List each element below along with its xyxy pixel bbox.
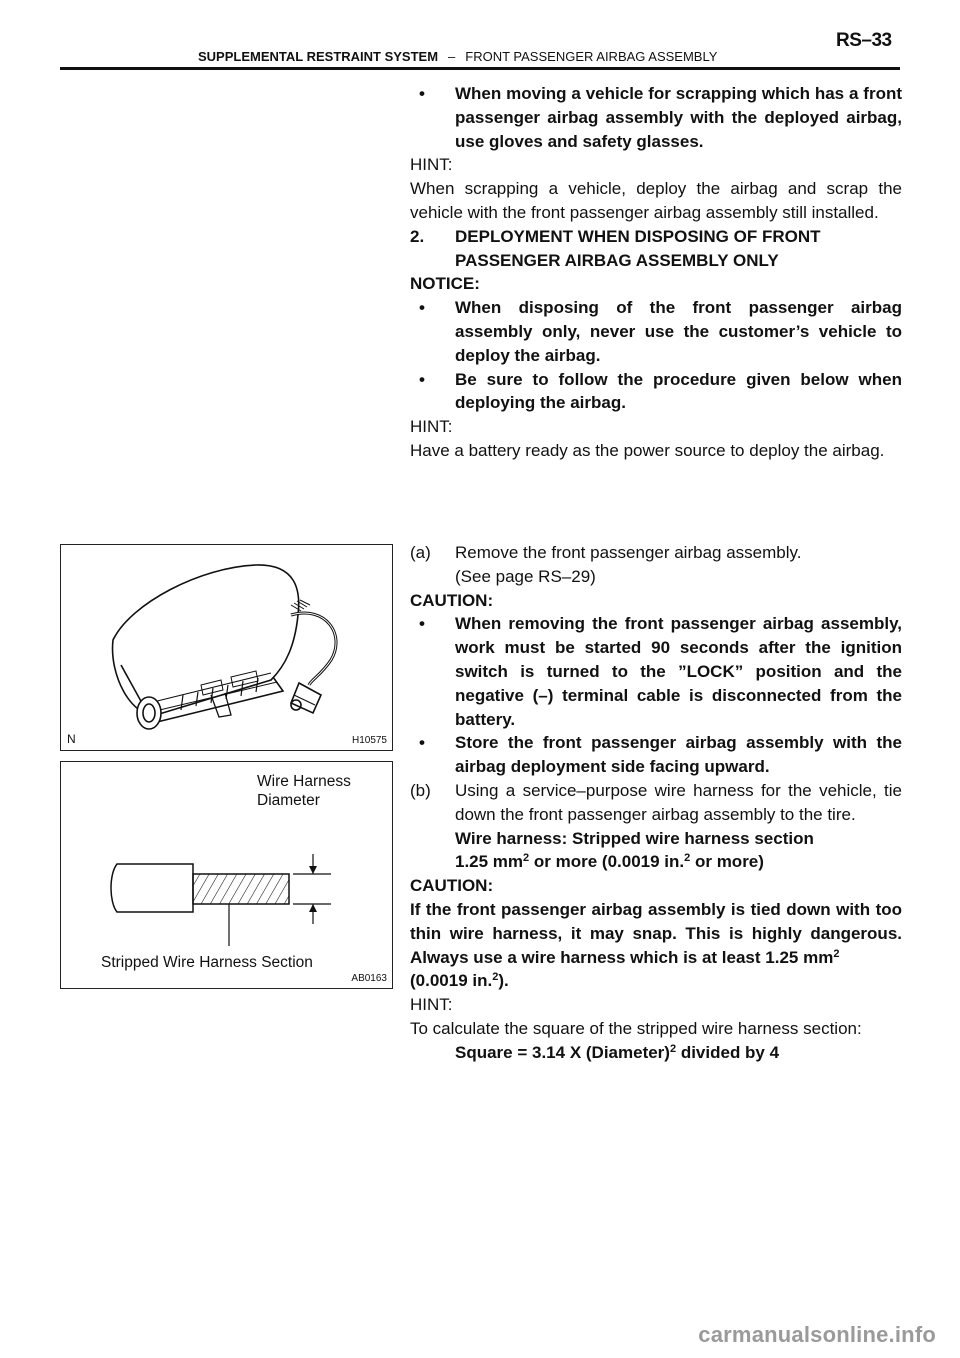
step-a-text: Remove the front passenger airbag assembly. — [455, 543, 802, 562]
step-b-text: Using a service–purpose wire harness for the vehicle, tie down the front passenger airbag assembly to the tire. — [455, 780, 902, 824]
step-b — [410, 779, 902, 827]
caution-bullet-1: • When removing the front passenger airbag assembly, work must be started 90 seconds after the ignition switch is turned to the ”LOCK” position and the negative (–) terminal cable is disconnected from the battery. — [410, 612, 902, 731]
hint-text-2: Have a battery ready as the power source to deploy the airbag. — [410, 440, 885, 460]
page-number: RS–33 — [836, 30, 892, 51]
step-b-label: (b) — [410, 780, 431, 800]
step-a — [410, 541, 902, 565]
figure-code: AB0163 — [351, 973, 387, 984]
hint-label-2: HINT: — [410, 417, 453, 437]
hint-text: When scrapping a vehicle, deploy the airbag and scrap the vehicle with the front passenger airbag assembly still installed. — [410, 179, 902, 222]
step-2-text: DEPLOYMENT WHEN DISPOSING OF FRONT PASSENGER AIRBAG ASSEMBLY ONLY — [455, 226, 821, 270]
area-formula: Square = 3.14 X (Diameter)$^2$ divided by 4 — [455, 1042, 780, 1062]
step-2-number: 2. — [410, 226, 425, 246]
step-a-reference: (See page RS–29) — [455, 566, 596, 586]
notice-bullet-1: • When disposing of the front passenger airbag assembly only, never use the customer’s vehicle to deploy the airbag. — [410, 296, 902, 367]
running-header — [198, 49, 717, 64]
hint-text-3: To calculate the square of the stripped wire harness section: — [410, 1018, 862, 1038]
step-2 — [410, 225, 902, 273]
caution-2-text: If the front passenger airbag assembly is tied down with too thin wire harness, it may snap. This is highly dangerous. Always use a wire harness which is at least 1.25 $mm^2$ (0.0019 in.$^2$). — [410, 899, 902, 991]
airbag-assembly-figure — [60, 544, 393, 751]
caution-label-2: CAUTION: — [410, 876, 494, 896]
notice-label: NOTICE: — [410, 274, 480, 294]
top-text-block — [410, 82, 902, 463]
caution-label: CAUTION: — [410, 590, 494, 610]
notice-bullet-2: • Be sure to follow the procedure given below when deploying the airbag. — [410, 368, 902, 416]
header-rule — [60, 67, 900, 70]
hint-label-3: HINT: — [410, 995, 453, 1015]
airbag-assembly-illustration — [61, 545, 392, 750]
wire-spec-line-1: Wire harness: Stripped wire harness section — [455, 828, 814, 848]
hint-label: HINT: — [410, 155, 453, 175]
wire-spec-line-2: 1.25 $mm^2$ or more (0.0019 in.$^2$ or more) — [455, 852, 764, 872]
step-a-label: (a) — [410, 543, 431, 562]
header-separator: – — [448, 49, 456, 64]
diameter-label: Wire Harness Diameter — [257, 773, 351, 809]
wire-harness-figure — [60, 761, 393, 989]
caution-bullet-2: • Store the front passenger airbag assembly with the airbag deployment side facing upward. — [410, 731, 902, 779]
subsection-title: FRONT PASSENGER AIRBAG ASSEMBLY — [465, 49, 718, 64]
figure-corner-label: N — [67, 732, 76, 746]
scrapping-bullet: • When moving a vehicle for scrapping which has a front passenger airbag assembly with the deployed airbag, use gloves and safety glasses. — [410, 82, 902, 153]
lower-text-block — [410, 541, 902, 1065]
watermark-text: carmanualsonline.info — [698, 1322, 936, 1347]
stripped-section-label: Stripped Wire Harness Section — [101, 954, 313, 971]
section-title: SUPPLEMENTAL RESTRAINT SYSTEM — [198, 49, 439, 64]
figure-code: H10575 — [351, 735, 387, 746]
